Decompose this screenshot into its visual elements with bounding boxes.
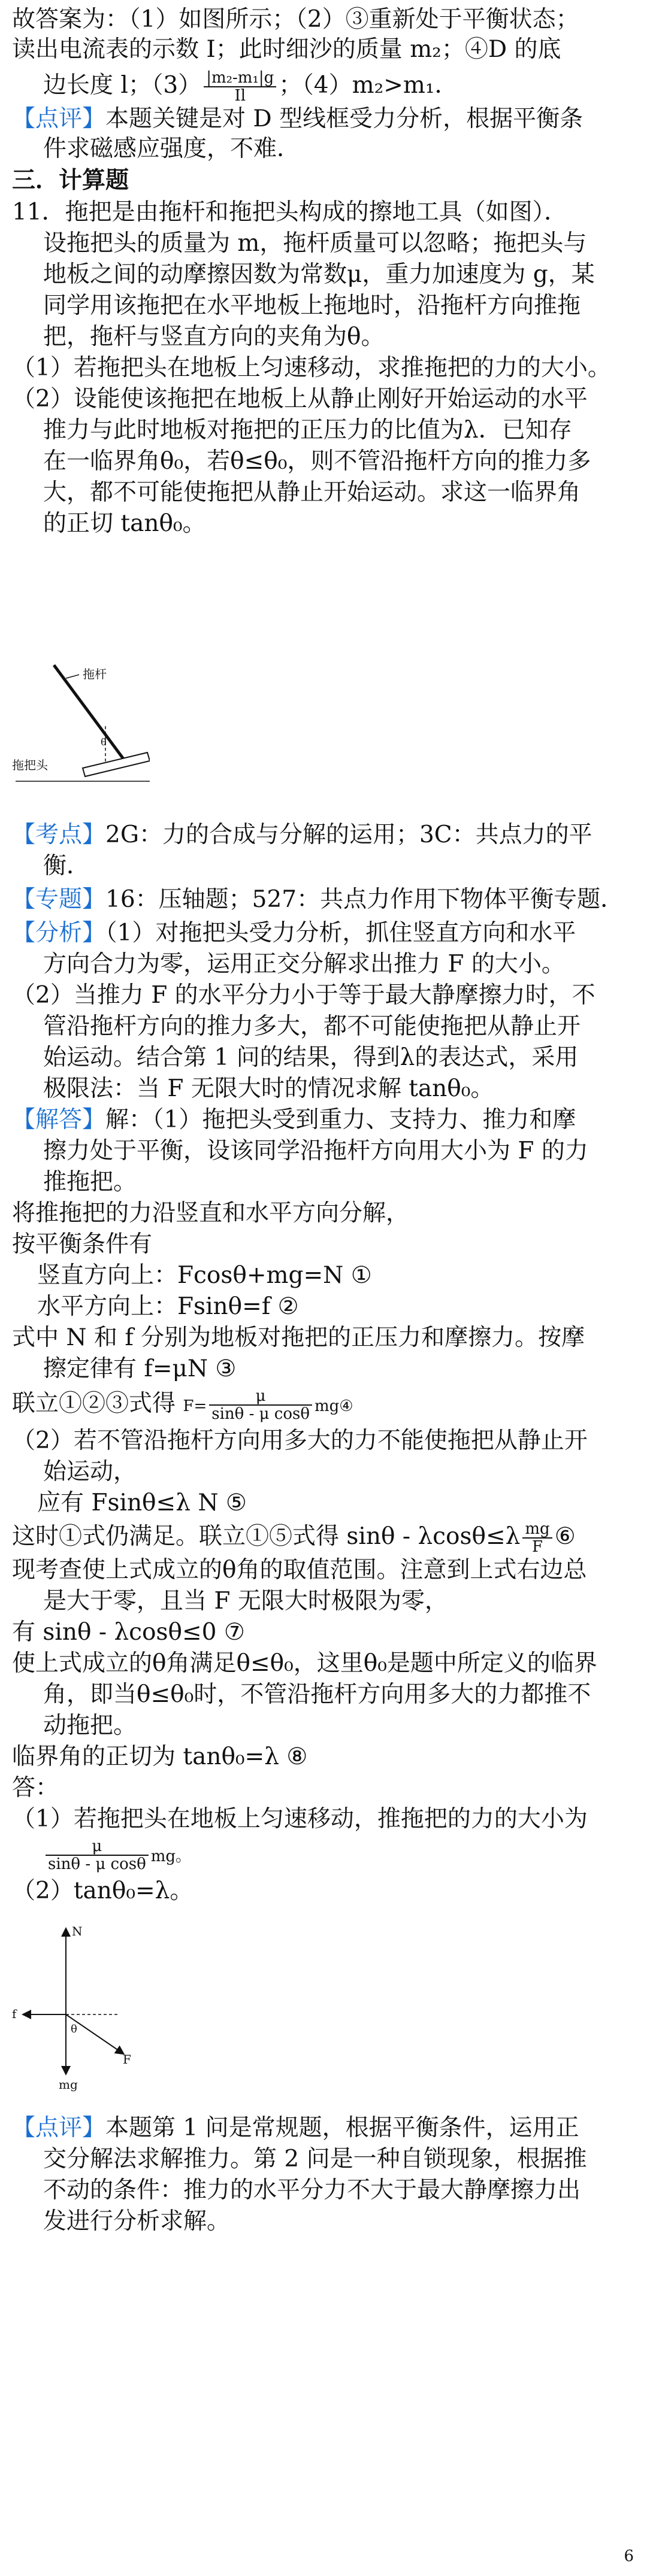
text-run: 这时①式仍满足。联立①⑤式得 sinθ - λcosθ≤λ bbox=[12, 1523, 521, 1550]
text-run: 2G：力的合成与分解的运用；3C：共点力的平 bbox=[105, 821, 592, 848]
f-label: f bbox=[12, 2007, 17, 2021]
text-line: 件求磁感应强度，不难． bbox=[43, 135, 301, 162]
text-line: 始运动， bbox=[43, 1458, 137, 1485]
subquestion-1: （1）若拖把头在地板上匀速移动，求推拖把的力的大小。 bbox=[12, 354, 611, 381]
formula-suffix: ⑥ bbox=[554, 1523, 576, 1550]
fraction-denominator: sinθ - μ cosθ bbox=[48, 1855, 146, 1873]
zhuanti-tag: 【专题】 bbox=[12, 886, 106, 913]
angle-label: θ bbox=[101, 736, 107, 748]
text-run: 边长度 l；（3） bbox=[43, 72, 202, 99]
answer-heading: 答： bbox=[12, 1774, 59, 1801]
text-line: 管沿拖杆方向的推力多大，都不可能使拖把从静止开 bbox=[43, 1013, 581, 1040]
text-run: 16：压轴题；527：共点力作用下物体平衡专题． bbox=[105, 886, 624, 913]
theta-label: θ bbox=[71, 2023, 77, 2035]
mop-head bbox=[83, 753, 150, 776]
fraction-eq6 bbox=[522, 1521, 552, 1555]
answer-line-3 bbox=[43, 69, 647, 104]
answer-1-formula bbox=[43, 1838, 647, 1873]
text-line: （2）若不管沿拖杆方向用多大的力不能使拖把从静止开 bbox=[12, 1427, 588, 1454]
fraction-answer3 bbox=[204, 69, 276, 104]
mop-figure bbox=[12, 662, 150, 793]
formula-suffix: mg④ bbox=[315, 1397, 353, 1415]
zhuanti-line bbox=[12, 885, 635, 915]
n-label: N bbox=[72, 1924, 83, 1938]
text-line: 故答案为：（1）如图所示；（2）③重新处于平衡状态； bbox=[12, 6, 579, 33]
text-run: （1）对拖把头受力分析，抓住竖直方向和水平 bbox=[105, 920, 576, 946]
text-line: 按平衡条件有 bbox=[12, 1231, 153, 1258]
text-line: 角，即当θ≤θ₀时，不管沿拖杆方向用多大的力都推不 bbox=[43, 1681, 591, 1708]
text-line: 始运动。结合第 1 问的结果，得到λ的表达式，采用 bbox=[43, 1044, 579, 1071]
text-line: 把，拖杆与竖直方向的夹角为θ。 bbox=[43, 323, 385, 350]
text-run: 本题第 1 问是常规题，根据平衡条件，运用正 bbox=[105, 2114, 579, 2141]
text-line: 擦力处于平衡，设该同学沿拖杆方向用大小为 F 的力 bbox=[43, 1137, 588, 1164]
formula-suffix: mg。 bbox=[150, 1847, 192, 1865]
force-label: F bbox=[123, 2052, 131, 2067]
fraction-answer1 bbox=[46, 1838, 149, 1873]
text-line: 交分解法求解推力。第 2 问是一种自锁现象，根据推 bbox=[43, 2146, 587, 2173]
kaodian-line bbox=[12, 820, 635, 850]
equation-7: 有 sinθ - λcosθ≤0 ⑦ bbox=[12, 1619, 245, 1646]
text-line: （1）若拖把头在地板上匀速移动，推拖把的力的大小为 bbox=[12, 1806, 588, 1832]
fraction-numerator: μ bbox=[46, 1838, 149, 1856]
text-line: 衡． bbox=[43, 852, 90, 879]
kaodian-tag: 【考点】 bbox=[12, 821, 106, 848]
rod-label: 拖杆 bbox=[83, 667, 107, 681]
text-line: 将推拖把的力沿竖直和水平方向分解， bbox=[12, 1200, 410, 1227]
comment-tag: 【点评】 bbox=[12, 2114, 106, 2141]
equation-2: 水平方向上：Fsinθ=f ② bbox=[37, 1293, 299, 1320]
text-line: 推力与此时地板对拖把的正压力的比值为λ．已知存 bbox=[43, 417, 572, 444]
question-line: 11．拖把是由拖杆和拖把头构成的擦地工具（如图）． bbox=[12, 199, 568, 226]
comment-tag: 【点评】 bbox=[12, 105, 106, 132]
jieda-tag: 【解答】 bbox=[12, 1106, 106, 1133]
text-line: 现考查使上式成立的θ角的取值范围。注意到上式右边总 bbox=[12, 1556, 587, 1583]
text-line: 式中 N 和 f 分别为地板对拖把的正压力和摩擦力。按摩 bbox=[12, 1324, 585, 1351]
equation-8: 临界角的正切为 tanθ₀=λ ⑧ bbox=[12, 1743, 308, 1770]
text-line: 读出电流表的示数 I；此时细沙的质量 m₂；④D 的底 bbox=[12, 36, 561, 63]
text-line: 发进行分析求解。 bbox=[43, 2208, 231, 2235]
fenxi-tag: 【分析】 bbox=[12, 920, 106, 946]
text-line: （2）当推力 F 的水平分力小于等于最大静摩擦力时，不 bbox=[12, 982, 595, 1009]
equation-5: 应有 Fsinθ≤λ N ⑤ bbox=[37, 1489, 247, 1516]
text-line: 在一临界角θ₀，若θ≤θ₀，则不管沿拖杆方向的推力多 bbox=[43, 448, 591, 475]
fraction-denominator: Il bbox=[234, 87, 246, 105]
jieda-line bbox=[12, 1105, 635, 1135]
fraction-numerator: μ bbox=[209, 1388, 312, 1406]
equation-6-line bbox=[12, 1521, 635, 1555]
text-line: 极限法：当 F 无限大时的情况求解 tanθ₀。 bbox=[43, 1075, 494, 1102]
text-run: 解：（1）拖把头受到重力、支持力、推力和摩 bbox=[105, 1106, 576, 1133]
answer-2: （2）tanθ₀=λ。 bbox=[12, 1877, 194, 1904]
equation-1: 竖直方向上：Fcosθ+mg=N ① bbox=[37, 1262, 372, 1289]
fraction-numerator: mg bbox=[522, 1521, 552, 1539]
text-line: 动拖把。 bbox=[43, 1712, 137, 1739]
equation-4-line bbox=[12, 1388, 635, 1422]
section-heading: 三．计算题 bbox=[12, 166, 129, 194]
force-diagram bbox=[12, 1919, 168, 2092]
fraction-denominator: F bbox=[532, 1538, 543, 1556]
text-line: 是大于零，且当 F 无限大时极限为零， bbox=[43, 1588, 448, 1615]
mg-label: mg bbox=[59, 2077, 78, 2092]
text-run: ；（4）m₂>m₁． bbox=[279, 72, 458, 99]
text-line: 大，都不可能使拖把从静止开始运动。求这一临界角 bbox=[43, 479, 581, 506]
subquestion-2: （2）设能使该拖把在地板上从静止刚好开始运动的水平 bbox=[12, 386, 588, 412]
equation-3: 擦定律有 f=μN ③ bbox=[43, 1355, 237, 1382]
text-line: 不动的条件：推力的水平分力不大于最大静摩擦力出 bbox=[43, 2177, 581, 2204]
fraction-eq4 bbox=[209, 1388, 312, 1422]
text-line: 方向合力为零，运用正交分解求出推力 F 的大小。 bbox=[43, 951, 565, 978]
fraction-numerator: |m₂-m₁|g bbox=[204, 69, 276, 87]
text-line: 设拖把头的质量为 m，拖杆质量可以忽略；拖把头与 bbox=[43, 230, 587, 257]
leader-line bbox=[66, 675, 79, 678]
fraction-denominator: sinθ - μ cosθ bbox=[211, 1405, 310, 1423]
text-line: 推拖把。 bbox=[43, 1169, 137, 1196]
text-line: 地板之间的动摩擦因数为常数μ，重力加速度为 g，某 bbox=[43, 261, 595, 288]
page-number: 6 bbox=[624, 2547, 634, 2565]
pingping-line bbox=[12, 2113, 635, 2143]
formula-prefix: F= bbox=[183, 1397, 207, 1415]
text-line: 的正切 tanθ₀。 bbox=[43, 510, 206, 537]
comment-line bbox=[12, 104, 635, 134]
text-line: 使上式成立的θ角满足θ≤θ₀，这里θ₀是题中所定义的临界 bbox=[12, 1650, 597, 1677]
text-run: 本题关键是对 D 型线框受力分析，根据平衡条 bbox=[105, 105, 583, 132]
text-run: 联立①②③式得 bbox=[12, 1390, 176, 1417]
fenxi-line bbox=[12, 918, 635, 948]
head-label: 拖把头 bbox=[12, 758, 48, 772]
text-line: 同学用该拖把在水平地板上拖地时，沿拖杆方向推拖 bbox=[43, 292, 581, 319]
